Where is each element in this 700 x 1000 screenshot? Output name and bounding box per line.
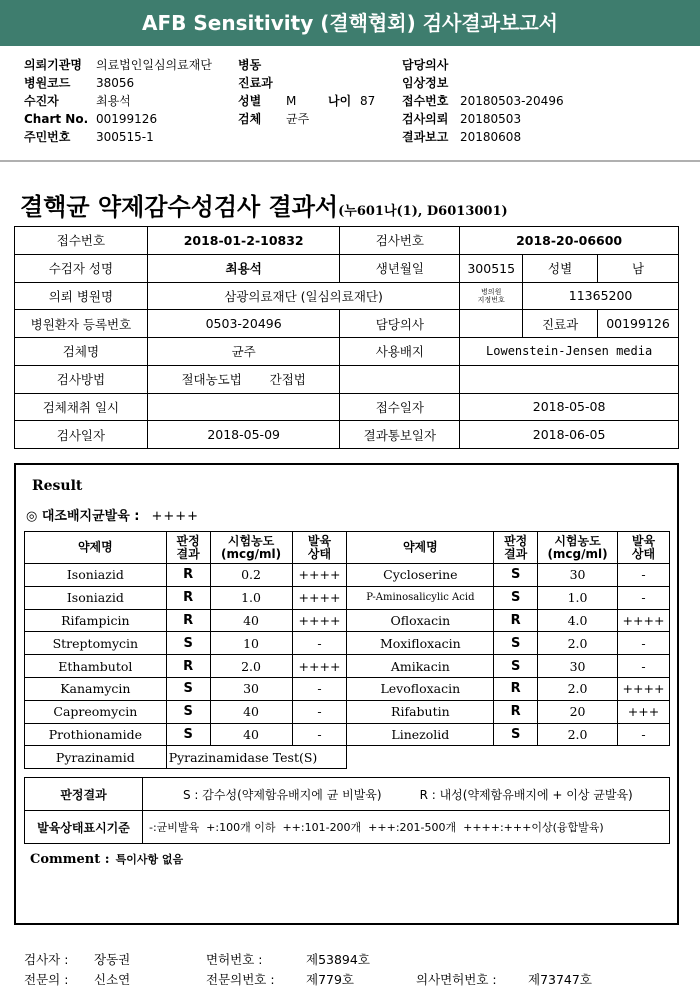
drug-result: S <box>494 723 538 746</box>
spec-no-label: 전문의번호 : <box>206 972 275 987</box>
method-1: 절대농도법 <box>181 372 242 388</box>
drug-growth: ++++ <box>292 609 347 632</box>
info-col-3 <box>402 56 564 146</box>
drug-name: Amikacin <box>347 655 494 678</box>
drug-result: S <box>494 632 538 655</box>
drug-conc: 1.0 <box>210 586 292 609</box>
table-row <box>25 677 670 700</box>
header-judge-r-2: 결과 <box>504 546 528 561</box>
drug-result: S <box>166 677 210 700</box>
title-sub: (누601나(1), D6013001) <box>338 204 508 219</box>
table-row <box>25 586 670 609</box>
ward-label: 병동 <box>238 58 262 72</box>
test-date-value: 2018-05-09 <box>147 421 340 449</box>
report-banner: AFB Sensitivity (결핵협회) 검사결과보고서 <box>0 0 700 46</box>
test-date-label: 검사일자 <box>15 421 148 449</box>
header-growth <box>292 532 347 564</box>
drug-conc: 30 <box>538 655 618 678</box>
control-value: ++++ <box>151 509 200 524</box>
header-judge-r-1: 판정 <box>504 533 528 548</box>
drug-name: Kanamycin <box>25 677 167 700</box>
drug-growth: - <box>292 700 347 723</box>
header-conc-2: (mcg/ml) <box>220 546 282 561</box>
collect-label: 검체채취 일시 <box>15 393 148 421</box>
footer-row-2 <box>24 970 592 988</box>
drug-growth: ++++ <box>617 609 669 632</box>
test-no-label: 검사번호 <box>340 227 460 255</box>
dept-label: 진료과 <box>238 76 273 90</box>
doctor-value-cell <box>460 310 523 338</box>
drug-name: Ofloxacin <box>347 609 494 632</box>
drug-result: S <box>166 700 210 723</box>
org-value: 의료법인일심의료재단 <box>96 58 212 72</box>
drug-conc: 2.0 <box>538 677 618 700</box>
drug-growth: - <box>617 632 669 655</box>
report-value: 20180608 <box>460 130 522 144</box>
pza-test: Pyrazinamidase Test(S) <box>166 746 347 769</box>
drug-conc: 40 <box>210 700 292 723</box>
drug-result: R <box>166 655 210 678</box>
specimen-value: 균주 <box>286 112 310 126</box>
sex-value: M <box>286 94 297 108</box>
drug-name: P-Aminosalicylic Acid <box>347 586 494 609</box>
drug-name: Rifabutin <box>347 700 494 723</box>
drug-name: Linezolid <box>347 723 494 746</box>
hospital-label: 의뢰 병원명 <box>15 282 148 310</box>
specimen-label-cell: 검체명 <box>15 338 148 366</box>
drug-name: Prothionamide <box>25 723 167 746</box>
drug-conc: 30 <box>210 677 292 700</box>
md-no-label: 의사면허번호 : <box>416 972 497 987</box>
drug-growth: ++++ <box>292 586 347 609</box>
judge-s: S : 감수성(약제함유배지에 균 비발육) <box>183 787 382 802</box>
header-conc-r <box>538 532 618 564</box>
designation-value: 11365200 <box>523 282 679 310</box>
drug-growth: - <box>617 586 669 609</box>
growth-legend-label: 발육상태표시기준 <box>25 811 143 844</box>
dept-value-cell: 00199126 <box>598 310 679 338</box>
report-header-table <box>14 226 679 449</box>
header-conc-r-2: (mcg/ml) <box>547 546 608 561</box>
empty-cell <box>347 746 670 769</box>
header-judge <box>166 532 210 564</box>
name-value: 최용석 <box>147 254 340 282</box>
drug-conc: 2.0 <box>210 655 292 678</box>
drug-name: Levofloxacin <box>347 677 494 700</box>
drug-growth: ++++ <box>292 655 347 678</box>
patient-value: 최용석 <box>96 94 131 108</box>
drug-name: Rifampicin <box>25 609 167 632</box>
drug-conc: 2.0 <box>538 723 618 746</box>
drug-conc: 2.0 <box>538 632 618 655</box>
specimen-label: 검체 <box>238 112 262 126</box>
drug-growth: +++ <box>617 700 669 723</box>
result-label: Result <box>32 478 83 494</box>
org-label: 의뢰기관명 <box>24 58 82 72</box>
empty-cell-wide <box>460 365 679 393</box>
receipt-no-value: 2018-01-2-10832 <box>147 227 340 255</box>
divider <box>0 160 700 162</box>
drug-growth: - <box>292 632 347 655</box>
media-value: Lowenstein-Jensen media <box>460 338 679 366</box>
drug-growth: - <box>617 723 669 746</box>
legend-table <box>24 777 670 844</box>
drug-conc: 30 <box>538 564 618 587</box>
page-title <box>20 187 508 222</box>
age-label: 나이 <box>328 94 352 108</box>
drug-result: S <box>494 564 538 587</box>
drug-conc: 40 <box>210 723 292 746</box>
drug-growth: ++++ <box>292 564 347 587</box>
age-value: 87 <box>360 94 376 108</box>
id-label: 주민번호 <box>24 130 71 144</box>
media-label: 사용배지 <box>340 338 460 366</box>
method-2: 간접법 <box>269 372 306 388</box>
request-value: 20180503 <box>460 112 522 126</box>
report-label: 결과보고 <box>402 130 449 144</box>
receive-label: 접수일자 <box>340 393 460 421</box>
table-row <box>25 700 670 723</box>
notify-label: 결과통보일자 <box>340 421 460 449</box>
table-row <box>25 723 670 746</box>
drug-conc: 0.2 <box>210 564 292 587</box>
header-drug: 약제명 <box>25 532 167 564</box>
patient-label: 수진자 <box>24 94 59 108</box>
designation-label-2: 지정번호 <box>477 295 505 304</box>
judge-legend-label: 판정결과 <box>25 778 143 811</box>
result-box <box>14 463 679 925</box>
drug-result: S <box>166 723 210 746</box>
notify-value: 2018-06-05 <box>460 421 679 449</box>
header-growth-r-2: 상태 <box>631 546 656 561</box>
header-growth-r-1: 발육 <box>631 533 656 548</box>
code-value: 38056 <box>96 76 135 90</box>
judge-legend-value <box>143 778 670 811</box>
header-conc-1: 시험농도 <box>227 533 275 548</box>
specialist-label: 전문의 : <box>24 972 69 987</box>
receive-value: 2018-05-08 <box>460 393 679 421</box>
drug-name: Pyrazinamid <box>25 746 167 769</box>
method-label: 검사방법 <box>15 365 148 393</box>
drug-name: Ethambutol <box>25 655 167 678</box>
drug-growth: - <box>292 677 347 700</box>
specialist-value: 신소연 <box>94 972 131 987</box>
table-row <box>25 746 670 769</box>
header-conc <box>210 532 292 564</box>
dept-label-cell: 진료과 <box>523 310 598 338</box>
accession-label: 접수번호 <box>402 94 449 108</box>
header-conc-r-1: 시험농도 <box>554 533 601 548</box>
header-drug-2: 약제명 <box>347 532 494 564</box>
chart-value: 00199126 <box>96 112 158 126</box>
reg-value: 0503-20496 <box>147 310 340 338</box>
drug-conc: 1.0 <box>538 586 618 609</box>
code-label: 병원코드 <box>24 76 71 90</box>
request-label: 검사의뢰 <box>402 112 449 126</box>
license-value: 제53894호 <box>306 952 370 967</box>
drug-result: S <box>494 586 538 609</box>
designation-label <box>460 282 523 310</box>
sex-label-cell: 성별 <box>523 254 598 282</box>
accession-value: 20180503-20496 <box>460 94 564 108</box>
drug-growth: - <box>617 564 669 587</box>
title-main: 결핵균 약제감수성검사 결과서 <box>20 192 339 221</box>
drug-name: Cycloserine <box>347 564 494 587</box>
table-row <box>25 564 670 587</box>
drug-growth: ++++ <box>617 677 669 700</box>
comment-label: Comment : <box>30 852 110 867</box>
info-col-1 <box>24 56 212 146</box>
doctor-label: 담당의사 <box>402 58 449 72</box>
drug-result: R <box>494 677 538 700</box>
spec-no-value: 제779호 <box>306 972 355 987</box>
drug-conc: 10 <box>210 632 292 655</box>
chart-label: Chart No. <box>24 112 89 126</box>
drug-name: Moxifloxacin <box>347 632 494 655</box>
header-judge-r <box>494 532 538 564</box>
tester-label: 검사자 : <box>24 952 69 967</box>
hospital-value: 삼광의료재단 (일심의료재단) <box>147 282 459 310</box>
drug-conc: 4.0 <box>538 609 618 632</box>
growth-legend-value: -:균비발육 +:100개 이하 ++:101-200개 +++:201-500개 ++++:+++이상(융합발육) <box>143 811 670 844</box>
table-row <box>25 632 670 655</box>
collect-value <box>147 393 340 421</box>
drug-result: R <box>494 609 538 632</box>
info-col-2 <box>238 56 375 128</box>
empty-cell <box>340 365 460 393</box>
comment <box>30 851 183 867</box>
name-label: 수검자 성명 <box>15 254 148 282</box>
judge-r: R : 내성(약제함유배지에 + 이상 균발육) <box>419 787 633 802</box>
header-judge-1: 판정 <box>176 533 200 548</box>
md-no-value: 제73747호 <box>528 972 592 987</box>
drug-result: R <box>166 564 210 587</box>
control-label: ◎ 대조배지균발육 : <box>26 509 140 524</box>
receipt-no-label: 접수번호 <box>15 227 148 255</box>
id-value: 300515-1 <box>96 130 154 144</box>
drug-conc: 20 <box>538 700 618 723</box>
table-row <box>25 655 670 678</box>
table-row <box>25 609 670 632</box>
reg-label: 병원환자 등록번호 <box>15 310 148 338</box>
drug-name: Streptomycin <box>25 632 167 655</box>
comment-value: 특이사항 없음 <box>115 853 184 866</box>
doctor-label-cell: 담당의사 <box>340 310 460 338</box>
header-growth-2: 상태 <box>307 546 332 561</box>
license-label: 면허번호 : <box>206 952 263 967</box>
tester-value: 장동권 <box>94 952 131 967</box>
header-growth-r <box>617 532 669 564</box>
drug-result: S <box>494 655 538 678</box>
control-growth <box>26 505 199 524</box>
drug-sensitivity-table <box>24 531 670 769</box>
drug-result: R <box>166 586 210 609</box>
footer-row-1 <box>24 950 370 968</box>
header-growth-1: 발육 <box>307 533 332 548</box>
sex-value-cell: 남 <box>598 254 679 282</box>
drug-table-header <box>25 532 670 564</box>
drug-result: R <box>166 609 210 632</box>
drug-conc: 40 <box>210 609 292 632</box>
drug-name: Isoniazid <box>25 586 167 609</box>
birth-label: 생년월일 <box>340 254 460 282</box>
specimen-value-cell: 균주 <box>147 338 340 366</box>
drug-name: Isoniazid <box>25 564 167 587</box>
drug-growth: - <box>292 723 347 746</box>
drug-result: S <box>166 632 210 655</box>
drug-growth: - <box>617 655 669 678</box>
test-no-value: 2018-20-06600 <box>460 227 679 255</box>
designation-label-1: 병의원 <box>481 287 502 296</box>
header-judge-2: 결과 <box>176 546 200 561</box>
drug-name: Capreomycin <box>25 700 167 723</box>
drug-result: R <box>494 700 538 723</box>
sex-label: 성별 <box>238 94 262 108</box>
method-value <box>147 365 340 393</box>
birth-value: 300515 <box>460 254 523 282</box>
clinical-label: 임상정보 <box>402 76 449 90</box>
